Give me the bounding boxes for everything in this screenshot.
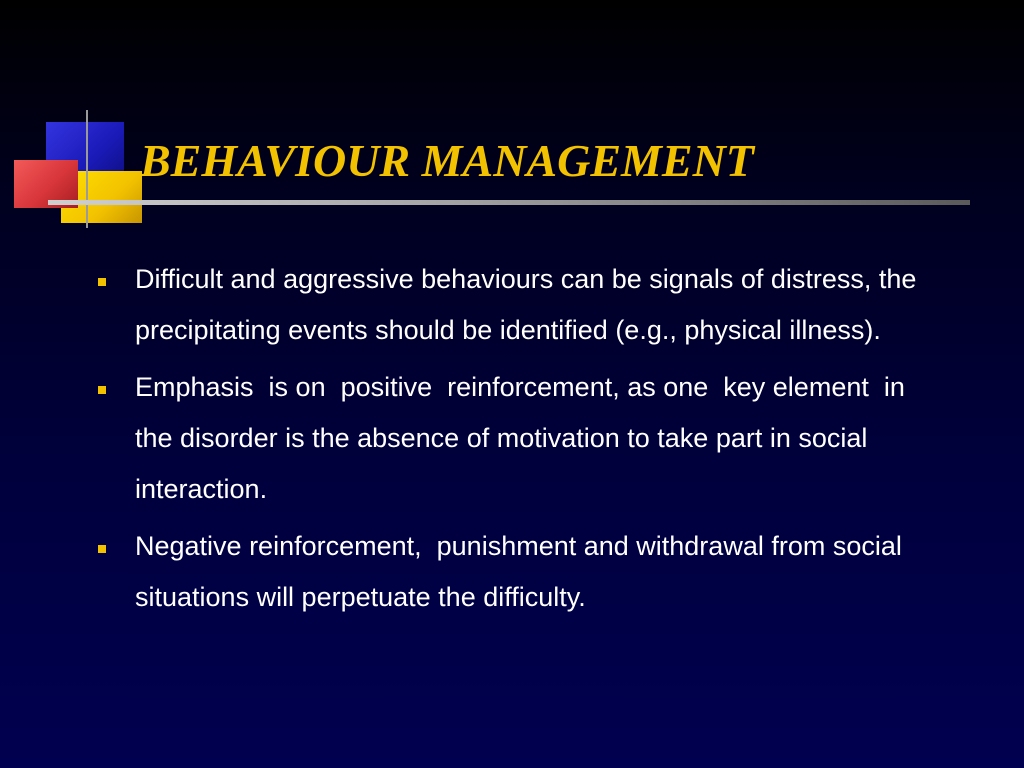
bullet-list (95, 254, 955, 629)
bullet-text: Negative reinforcement, punishment and withdrawal from social situations will perpetuate the difficulty. (135, 531, 910, 612)
square-bullet-icon (98, 545, 106, 553)
bullet-text: Difficult and aggressive behaviours can be signals of distress, the precipitating events should be identified (e.g., physical illness). (135, 264, 924, 345)
title-underline-rule (48, 200, 970, 205)
bullet-item (95, 362, 955, 515)
vertical-rule (86, 110, 88, 228)
bullet-item (95, 521, 955, 623)
bullet-text: Emphasis is on positive reinforcement, as one key element in the disorder is the absence of motivation to take part in social interaction. (135, 372, 920, 504)
square-bullet-icon (98, 278, 106, 286)
slide-title: BEHAVIOUR MANAGEMENT (140, 135, 754, 186)
bullet-item (95, 254, 955, 356)
square-bullet-icon (98, 386, 106, 394)
